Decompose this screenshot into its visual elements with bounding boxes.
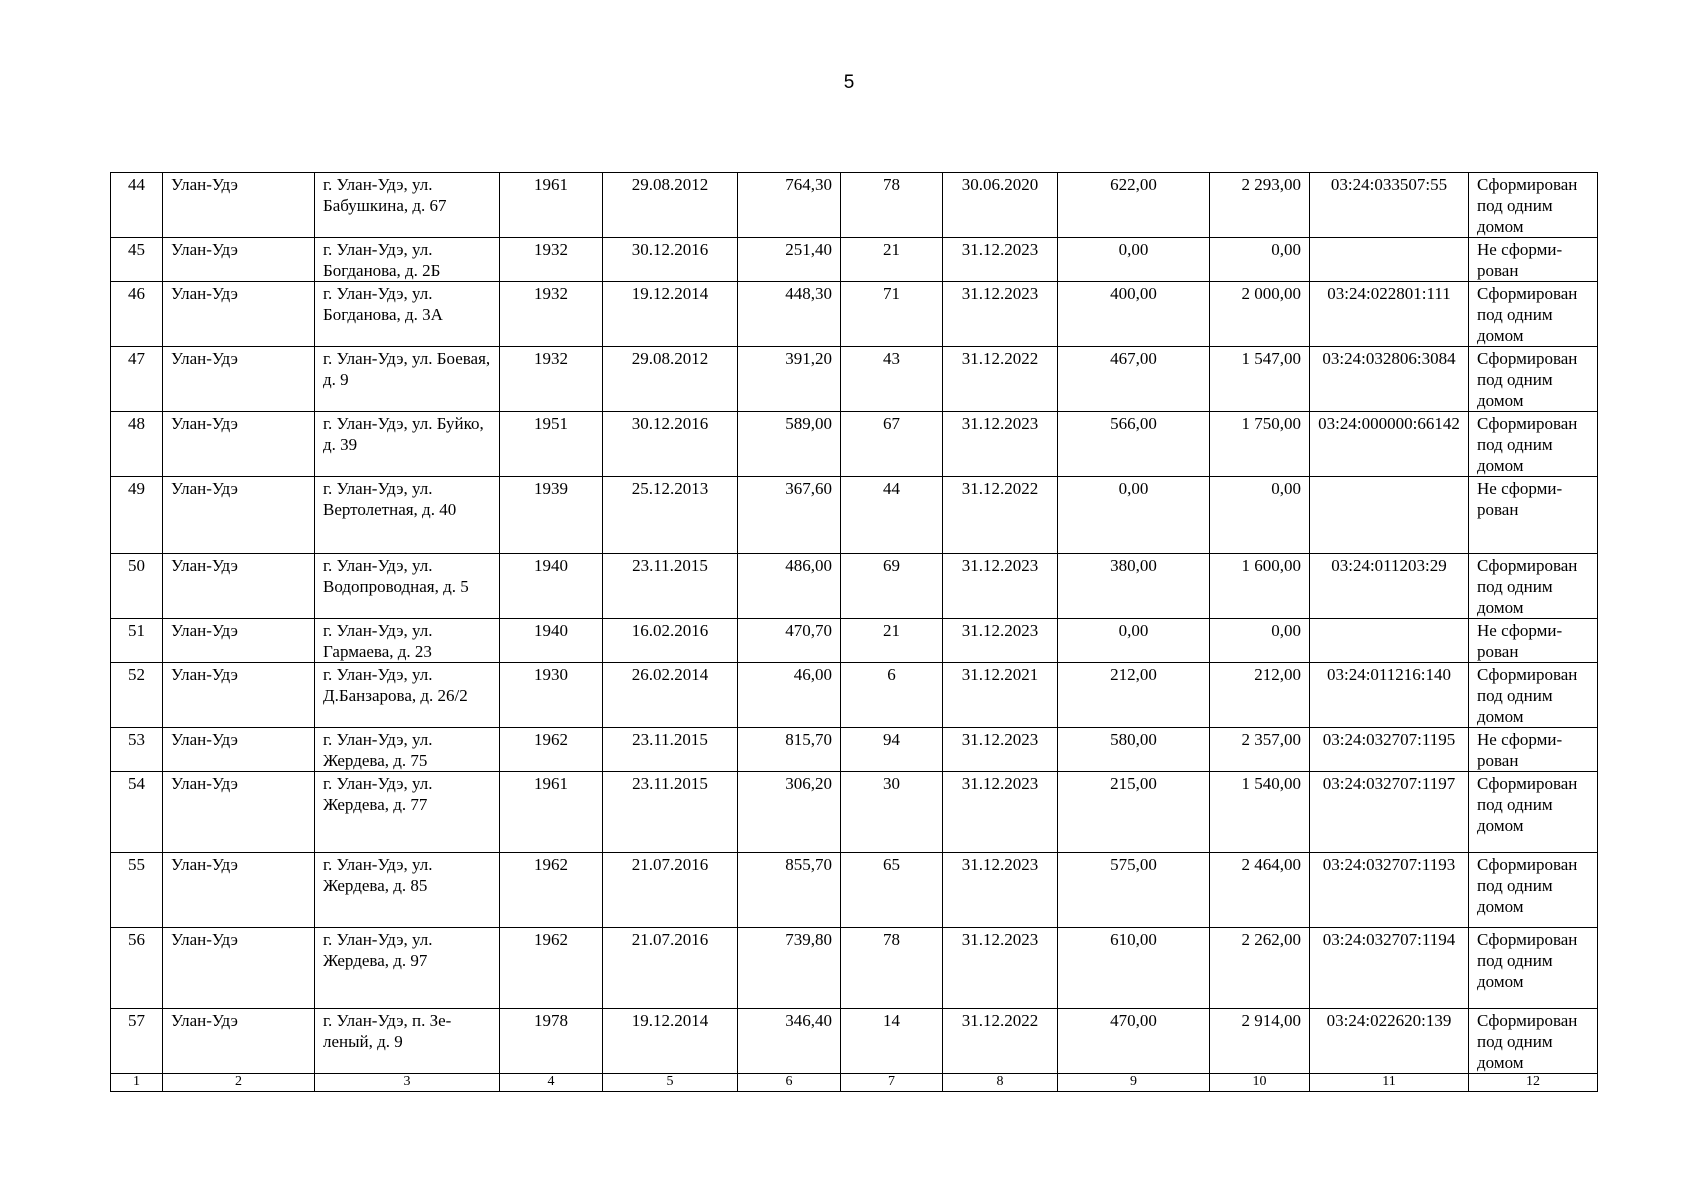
table-row xyxy=(111,728,1598,772)
area2-cell: 467,00 xyxy=(1058,347,1210,412)
address-cell: г. Улан-Удэ, ул. Гармаева, д. 23 xyxy=(315,619,500,663)
table-row xyxy=(111,619,1598,663)
date-cell: 30.12.2016 xyxy=(603,412,738,477)
table-row xyxy=(111,928,1598,1009)
deadline-cell: 31.12.2023 xyxy=(943,282,1058,347)
city-cell: Улан-Удэ xyxy=(163,728,315,772)
city-cell: Улан-Удэ xyxy=(163,412,315,477)
area2-cell: 610,00 xyxy=(1058,928,1210,1009)
status-cell: Не сформи-рован xyxy=(1469,477,1598,554)
area3-cell: 0,00 xyxy=(1210,238,1310,282)
row-number: 51 xyxy=(111,619,163,663)
deadline-cell: 30.06.2020 xyxy=(943,173,1058,238)
date-cell: 25.12.2013 xyxy=(603,477,738,554)
cadastral-cell: 03:24:011203:29 xyxy=(1310,554,1469,619)
address-cell: г. Улан-Удэ, ул. Буйко, д. 39 xyxy=(315,412,500,477)
status-cell: Сформирован под одним домом xyxy=(1469,554,1598,619)
column-number: 8 xyxy=(943,1074,1058,1092)
cadastral-cell: 03:24:022801:111 xyxy=(1310,282,1469,347)
area2-cell: 0,00 xyxy=(1058,619,1210,663)
deadline-cell: 31.12.2022 xyxy=(943,347,1058,412)
count-cell: 67 xyxy=(841,412,943,477)
row-number: 50 xyxy=(111,554,163,619)
cadastral-cell: 03:24:022620:139 xyxy=(1310,1009,1469,1074)
area3-cell: 0,00 xyxy=(1210,619,1310,663)
deadline-cell: 31.12.2023 xyxy=(943,619,1058,663)
area-cell: 448,30 xyxy=(738,282,841,347)
row-number: 56 xyxy=(111,928,163,1009)
area2-cell: 0,00 xyxy=(1058,477,1210,554)
area3-cell: 2 000,00 xyxy=(1210,282,1310,347)
address-cell: г. Улан-Удэ, ул. Богданова, д. 3А xyxy=(315,282,500,347)
table-row xyxy=(111,477,1598,554)
address-cell: г. Улан-Удэ, ул. Жердева, д. 85 xyxy=(315,853,500,928)
address-cell: г. Улан-Удэ, п. Зе-леный, д. 9 xyxy=(315,1009,500,1074)
row-number: 55 xyxy=(111,853,163,928)
count-cell: 44 xyxy=(841,477,943,554)
deadline-cell: 31.12.2022 xyxy=(943,477,1058,554)
address-cell: г. Улан-Удэ, ул. Водопроводная, д. 5 xyxy=(315,554,500,619)
address-cell: г. Улан-Удэ, ул. Богданова, д. 2Б xyxy=(315,238,500,282)
cadastral-cell: 03:24:000000:66142 xyxy=(1310,412,1469,477)
status-cell: Не сформи-рован xyxy=(1469,238,1598,282)
cadastral-cell: 03:24:032806:3084 xyxy=(1310,347,1469,412)
column-number: 11 xyxy=(1310,1074,1469,1092)
column-number: 2 xyxy=(163,1074,315,1092)
area-cell: 764,30 xyxy=(738,173,841,238)
cadastral-cell: 03:24:011216:140 xyxy=(1310,663,1469,728)
count-cell: 21 xyxy=(841,619,943,663)
address-cell: г. Улан-Удэ, ул. Вертолетная, д. 40 xyxy=(315,477,500,554)
cadastral-cell xyxy=(1310,238,1469,282)
row-number: 52 xyxy=(111,663,163,728)
area3-cell: 1 547,00 xyxy=(1210,347,1310,412)
count-cell: 78 xyxy=(841,173,943,238)
status-cell: Сформирован под одним домом xyxy=(1469,412,1598,477)
date-cell: 16.02.2016 xyxy=(603,619,738,663)
area-cell: 739,80 xyxy=(738,928,841,1009)
status-cell: Не сформи-рован xyxy=(1469,728,1598,772)
count-cell: 21 xyxy=(841,238,943,282)
count-cell: 14 xyxy=(841,1009,943,1074)
row-number: 46 xyxy=(111,282,163,347)
column-number: 12 xyxy=(1469,1074,1598,1092)
status-cell: Сформирован под одним домом xyxy=(1469,772,1598,853)
deadline-cell: 31.12.2023 xyxy=(943,928,1058,1009)
date-cell: 30.12.2016 xyxy=(603,238,738,282)
status-cell: Сформирован под одним домом xyxy=(1469,282,1598,347)
table-row xyxy=(111,282,1598,347)
year-cell: 1932 xyxy=(500,282,603,347)
deadline-cell: 31.12.2023 xyxy=(943,412,1058,477)
column-number: 6 xyxy=(738,1074,841,1092)
city-cell: Улан-Удэ xyxy=(163,238,315,282)
date-cell: 29.08.2012 xyxy=(603,173,738,238)
area3-cell: 1 540,00 xyxy=(1210,772,1310,853)
area2-cell: 575,00 xyxy=(1058,853,1210,928)
area2-cell: 212,00 xyxy=(1058,663,1210,728)
area2-cell: 470,00 xyxy=(1058,1009,1210,1074)
deadline-cell: 31.12.2022 xyxy=(943,1009,1058,1074)
date-cell: 23.11.2015 xyxy=(603,772,738,853)
city-cell: Улан-Удэ xyxy=(163,1009,315,1074)
city-cell: Улан-Удэ xyxy=(163,282,315,347)
area2-cell: 400,00 xyxy=(1058,282,1210,347)
year-cell: 1961 xyxy=(500,772,603,853)
row-number: 44 xyxy=(111,173,163,238)
year-cell: 1932 xyxy=(500,347,603,412)
table-row xyxy=(111,173,1598,238)
year-cell: 1962 xyxy=(500,728,603,772)
cadastral-cell xyxy=(1310,619,1469,663)
date-cell: 19.12.2014 xyxy=(603,282,738,347)
year-cell: 1940 xyxy=(500,619,603,663)
area-cell: 815,70 xyxy=(738,728,841,772)
table-row xyxy=(111,772,1598,853)
row-number: 48 xyxy=(111,412,163,477)
area2-cell: 215,00 xyxy=(1058,772,1210,853)
area-cell: 855,70 xyxy=(738,853,841,928)
cadastral-cell: 03:24:032707:1197 xyxy=(1310,772,1469,853)
area-cell: 486,00 xyxy=(738,554,841,619)
area-cell: 346,40 xyxy=(738,1009,841,1074)
cadastral-cell: 03:24:033507:55 xyxy=(1310,173,1469,238)
status-cell: Сформирован под одним домом xyxy=(1469,347,1598,412)
row-number: 47 xyxy=(111,347,163,412)
cadastral-cell xyxy=(1310,477,1469,554)
area-cell: 589,00 xyxy=(738,412,841,477)
row-number: 54 xyxy=(111,772,163,853)
table-row xyxy=(111,238,1598,282)
count-cell: 43 xyxy=(841,347,943,412)
row-number: 57 xyxy=(111,1009,163,1074)
city-cell: Улан-Удэ xyxy=(163,477,315,554)
address-cell: г. Улан-Удэ, ул. Боевая, д. 9 xyxy=(315,347,500,412)
deadline-cell: 31.12.2021 xyxy=(943,663,1058,728)
area2-cell: 622,00 xyxy=(1058,173,1210,238)
status-cell: Сформирован под одним домом xyxy=(1469,663,1598,728)
deadline-cell: 31.12.2023 xyxy=(943,554,1058,619)
area-cell: 46,00 xyxy=(738,663,841,728)
column-number: 9 xyxy=(1058,1074,1210,1092)
date-cell: 21.07.2016 xyxy=(603,928,738,1009)
area-cell: 306,20 xyxy=(738,772,841,853)
table-row xyxy=(111,1009,1598,1074)
area2-cell: 0,00 xyxy=(1058,238,1210,282)
column-number: 7 xyxy=(841,1074,943,1092)
address-cell: г. Улан-Удэ, ул. Жердева, д. 77 xyxy=(315,772,500,853)
area3-cell: 2 357,00 xyxy=(1210,728,1310,772)
count-cell: 69 xyxy=(841,554,943,619)
status-cell: Сформирован под одним домом xyxy=(1469,853,1598,928)
year-cell: 1951 xyxy=(500,412,603,477)
table-row xyxy=(111,663,1598,728)
column-numbering-row xyxy=(111,1074,1598,1092)
address-cell: г. Улан-Удэ, ул. Бабушкина, д. 67 xyxy=(315,173,500,238)
table-body xyxy=(111,173,1598,1092)
area3-cell: 2 293,00 xyxy=(1210,173,1310,238)
area3-cell: 0,00 xyxy=(1210,477,1310,554)
city-cell: Улан-Удэ xyxy=(163,663,315,728)
address-cell: г. Улан-Удэ, ул. Жердева, д. 75 xyxy=(315,728,500,772)
year-cell: 1961 xyxy=(500,173,603,238)
year-cell: 1940 xyxy=(500,554,603,619)
city-cell: Улан-Удэ xyxy=(163,928,315,1009)
city-cell: Улан-Удэ xyxy=(163,554,315,619)
deadline-cell: 31.12.2023 xyxy=(943,728,1058,772)
row-number: 45 xyxy=(111,238,163,282)
date-cell: 23.11.2015 xyxy=(603,554,738,619)
page-number: 5 xyxy=(843,72,855,93)
city-cell: Улан-Удэ xyxy=(163,347,315,412)
row-number: 49 xyxy=(111,477,163,554)
year-cell: 1962 xyxy=(500,928,603,1009)
table-row xyxy=(111,412,1598,477)
area3-cell: 1 600,00 xyxy=(1210,554,1310,619)
area3-cell: 2 262,00 xyxy=(1210,928,1310,1009)
column-number: 1 xyxy=(111,1074,163,1092)
area3-cell: 2 914,00 xyxy=(1210,1009,1310,1074)
deadline-cell: 31.12.2023 xyxy=(943,772,1058,853)
date-cell: 23.11.2015 xyxy=(603,728,738,772)
status-cell: Не сформи-рован xyxy=(1469,619,1598,663)
housing-registry-table xyxy=(110,172,1598,1092)
table-row xyxy=(111,347,1598,412)
table-row xyxy=(111,853,1598,928)
area2-cell: 580,00 xyxy=(1058,728,1210,772)
column-number: 10 xyxy=(1210,1074,1310,1092)
status-cell: Сформирован под одним домом xyxy=(1469,1009,1598,1074)
date-cell: 21.07.2016 xyxy=(603,853,738,928)
count-cell: 94 xyxy=(841,728,943,772)
area3-cell: 1 750,00 xyxy=(1210,412,1310,477)
row-number: 53 xyxy=(111,728,163,772)
area2-cell: 566,00 xyxy=(1058,412,1210,477)
area3-cell: 212,00 xyxy=(1210,663,1310,728)
column-number: 5 xyxy=(603,1074,738,1092)
date-cell: 19.12.2014 xyxy=(603,1009,738,1074)
count-cell: 65 xyxy=(841,853,943,928)
area-cell: 470,70 xyxy=(738,619,841,663)
cadastral-cell: 03:24:032707:1194 xyxy=(1310,928,1469,1009)
status-cell: Сформирован под одним домом xyxy=(1469,173,1598,238)
area-cell: 391,20 xyxy=(738,347,841,412)
count-cell: 71 xyxy=(841,282,943,347)
address-cell: г. Улан-Удэ, ул. Д.Банзарова, д. 26/2 xyxy=(315,663,500,728)
column-number: 4 xyxy=(500,1074,603,1092)
city-cell: Улан-Удэ xyxy=(163,619,315,663)
year-cell: 1930 xyxy=(500,663,603,728)
address-cell: г. Улан-Удэ, ул. Жердева, д. 97 xyxy=(315,928,500,1009)
area-cell: 367,60 xyxy=(738,477,841,554)
count-cell: 78 xyxy=(841,928,943,1009)
table-row xyxy=(111,554,1598,619)
status-cell: Сформирован под одним домом xyxy=(1469,928,1598,1009)
city-cell: Улан-Удэ xyxy=(163,173,315,238)
year-cell: 1932 xyxy=(500,238,603,282)
cadastral-cell: 03:24:032707:1195 xyxy=(1310,728,1469,772)
area-cell: 251,40 xyxy=(738,238,841,282)
deadline-cell: 31.12.2023 xyxy=(943,238,1058,282)
year-cell: 1962 xyxy=(500,853,603,928)
count-cell: 6 xyxy=(841,663,943,728)
date-cell: 29.08.2012 xyxy=(603,347,738,412)
date-cell: 26.02.2014 xyxy=(603,663,738,728)
column-number: 3 xyxy=(315,1074,500,1092)
area2-cell: 380,00 xyxy=(1058,554,1210,619)
cadastral-cell: 03:24:032707:1193 xyxy=(1310,853,1469,928)
area3-cell: 2 464,00 xyxy=(1210,853,1310,928)
year-cell: 1978 xyxy=(500,1009,603,1074)
deadline-cell: 31.12.2023 xyxy=(943,853,1058,928)
city-cell: Улан-Удэ xyxy=(163,772,315,853)
count-cell: 30 xyxy=(841,772,943,853)
city-cell: Улан-Удэ xyxy=(163,853,315,928)
year-cell: 1939 xyxy=(500,477,603,554)
